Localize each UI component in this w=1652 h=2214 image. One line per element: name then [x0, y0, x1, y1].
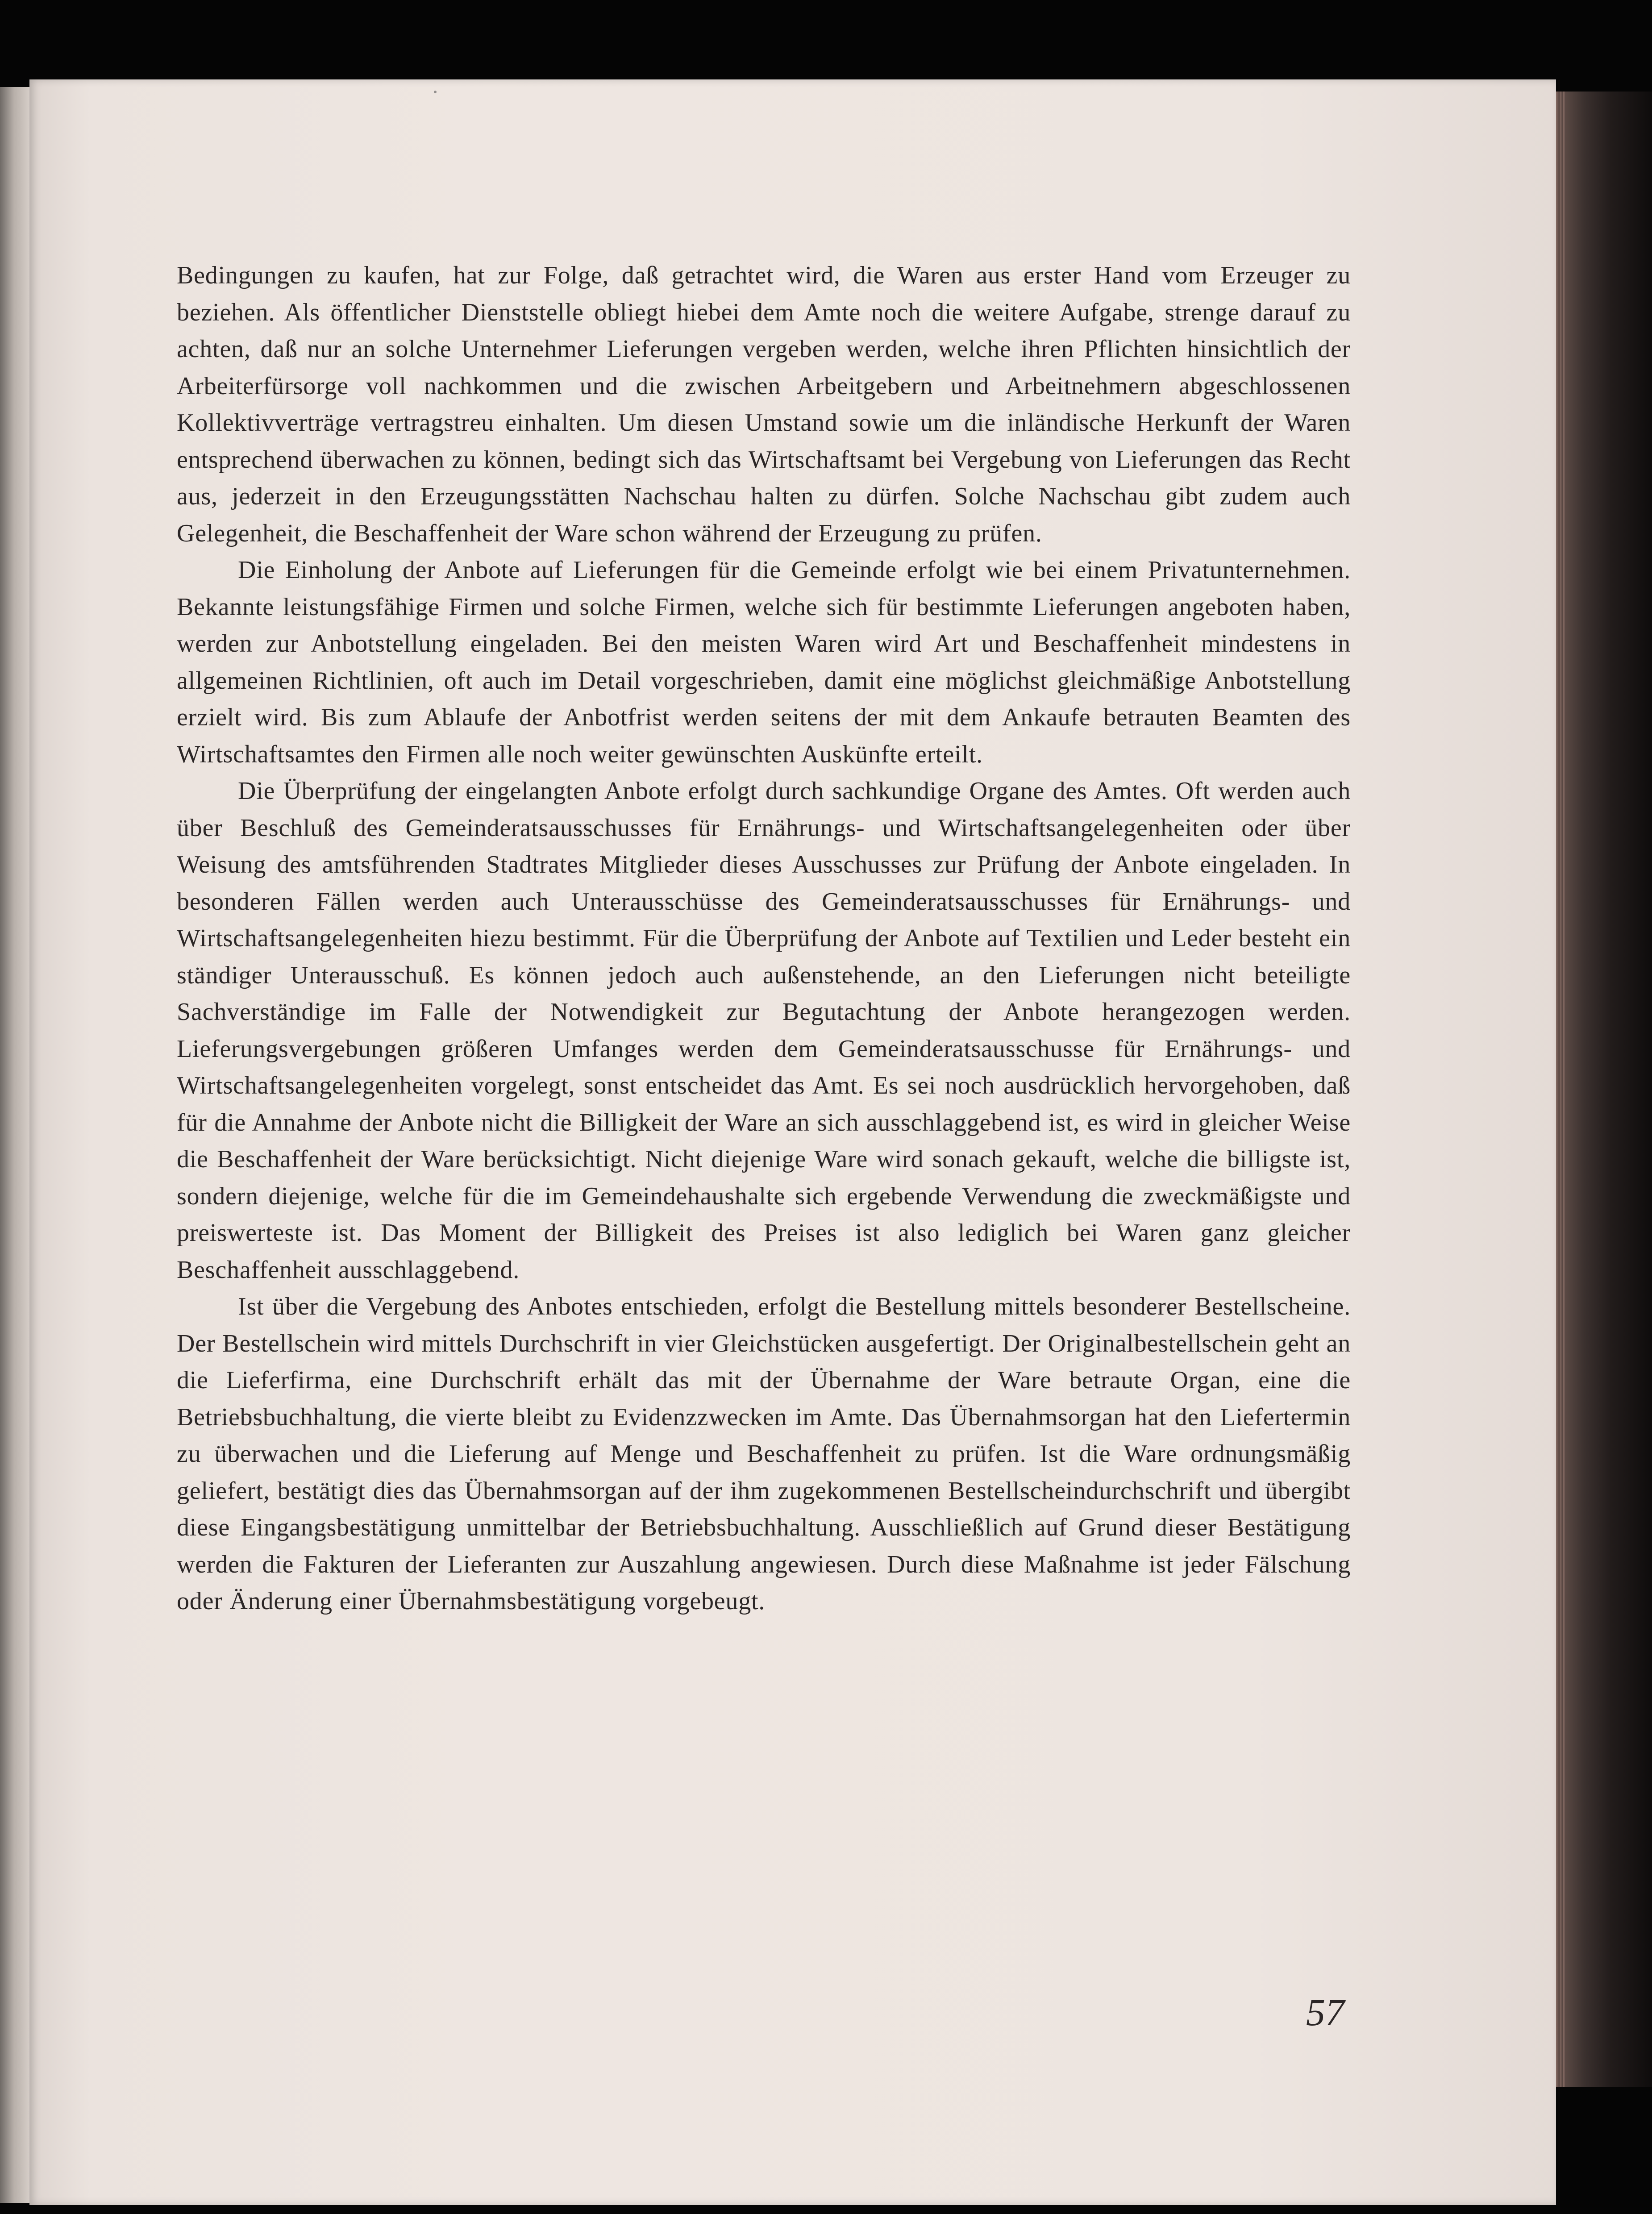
book-page-stack — [1549, 92, 1652, 2087]
body-text — [177, 257, 1351, 1620]
paragraph-2: Die Einholung der Anbote auf Lieferungen für die Gemeinde erfolgt wie bei einem Privatunternehmen. Bekannte leistungsfähige Firmen und solche Firmen, welche sich für bestimmte Lieferungen angeboten haben, werden zur Anbotstellung eingeladen. Bei den meisten Waren wird Art und Beschaffenheit mindestens in allgemeinen Richtlinien, oft auch im Detail vorgeschrieben, damit eine möglichst gleichmäßige Anbotstellung erzielt wird. Bis zum Ablaufe der Anbotfrist werden seitens der mit dem Ankaufe betrauten Beamten des Wirtschaftsamtes den Firmen alle noch weiter gewünschten Auskünfte erteilt. — [177, 556, 1351, 768]
paragraph-3: Die Überprüfung der eingelangten Anbote erfolgt durch sachkundige Organe des Amtes. Oft werden auch über Beschluß des Gemeinderatsausschusses für Ernährungs- und Wirtschaftsangelegenheiten oder über Weisung des amtsführenden Stadtrates Mitglieder dieses Ausschusses zur Prüfung der Anbote eingeladen. In besonderen Fällen werden auch Unterausschüsse des Gemeinderatsausschusses für Ernährungs- und Wirtschaftsangelegenheiten hiezu bestimmt. Für die Überprüfung der Anbote auf Textilien und Leder besteht ein ständiger Unterausschuß. Es können jedoch auch außenstehende, an den Lieferungen nicht beteiligte Sachverständige im Falle der Notwendigkeit zur Begutachtung der Anbote herangezogen werden. Lieferungsvergebungen größeren Umfanges werden dem Gemeinderatsausschusse für Ernährungs- und Wirtschaftsangelegenheiten vorgelegt, sonst entscheidet das Amt. Es sei noch ausdrücklich hervorgehoben, daß für die Annahme der Anbote nicht die Billigkeit der Ware an sich ausschlaggebend ist, es wird in gleicher Weise die Beschaffenheit der Ware berücksichtigt. Nicht diejenige Ware wird sonach gekauft, welche die billigste ist, sondern diejenige, welche für die im Gemeindehaushalte sich ergebende Verwendung die zweckmäßigste und preiswerteste ist. Das Moment der Billigkeit des Preises ist also lediglich bei Waren ganz gleicher Beschaffenheit ausschlaggebend. — [177, 777, 1351, 1284]
paragraph-4: Ist über die Vergebung des Anbotes entschieden, erfolgt die Bestellung mittels besonderer Bestellscheine. Der Bestellschein wird mittels Durchschrift in vier Gleichstücken ausgefertigt. Der Originalbestellschein geht an die Lieferfirma, eine Durchschrift erhält das mit der Übernahme der Ware betraute Organ, eine die Betriebsbuchhaltung, die vierte bleibt zu Evidenzzwecken im Amte. Das Übernahmsorgan hat den Liefertermin zu überwachen und die Lieferung auf Menge und Beschaffenheit zu prüfen. Ist die Ware ordnungsmäßig geliefert, bestätigt dies das Übernahmsorgan auf der ihm zugekommenen Bestellscheindurchschrift und übergibt diese Eingangsbestätigung unmittelbar der Betriebsbuchhaltung. Ausschließlich auf Grund dieser Bestätigung werden die Fakturen der Lieferanten zur Auszahlung angewiesen. Durch diese Maßnahme ist jeder Fälschung oder Änderung einer Übernahmsbestätigung vorgebeugt. — [177, 1293, 1351, 1615]
page-number: 57 — [1306, 1991, 1344, 2034]
paragraph-1: Bedingungen zu kaufen, hat zur Folge, daß getrachtet wird, die Waren aus erster Hand vom Erzeuger zu beziehen. Als öffentlicher Dienststelle obliegt hiebei dem Amte noch die weitere Aufgabe, strenge darauf zu achten, daß nur an solche Unternehmer Lieferungen vergeben werden, welche ihren Pflichten hinsichtlich der Arbeiterfürsorge voll nachkommen und die zwischen Arbeitgebern und Arbeitnehmern abgeschlossenen Kollektivverträge vertragstreu einhalten. Um diesen Umstand sowie um die inländische Herkunft der Waren entsprechend überwachen zu können, bedingt sich das Wirtschaftsamt bei Vergebung von Lieferungen das Recht aus, jederzeit in den Erzeugungsstätten Nachschau halten zu dürfen. Solche Nachschau gibt zudem auch Gelegenheit, die Beschaffenheit der Ware schon während der Erzeugung zu prüfen. — [177, 262, 1351, 547]
adjacent-page-edge — [0, 87, 31, 2203]
book-page — [29, 79, 1556, 2205]
paper-speck — [434, 91, 437, 93]
